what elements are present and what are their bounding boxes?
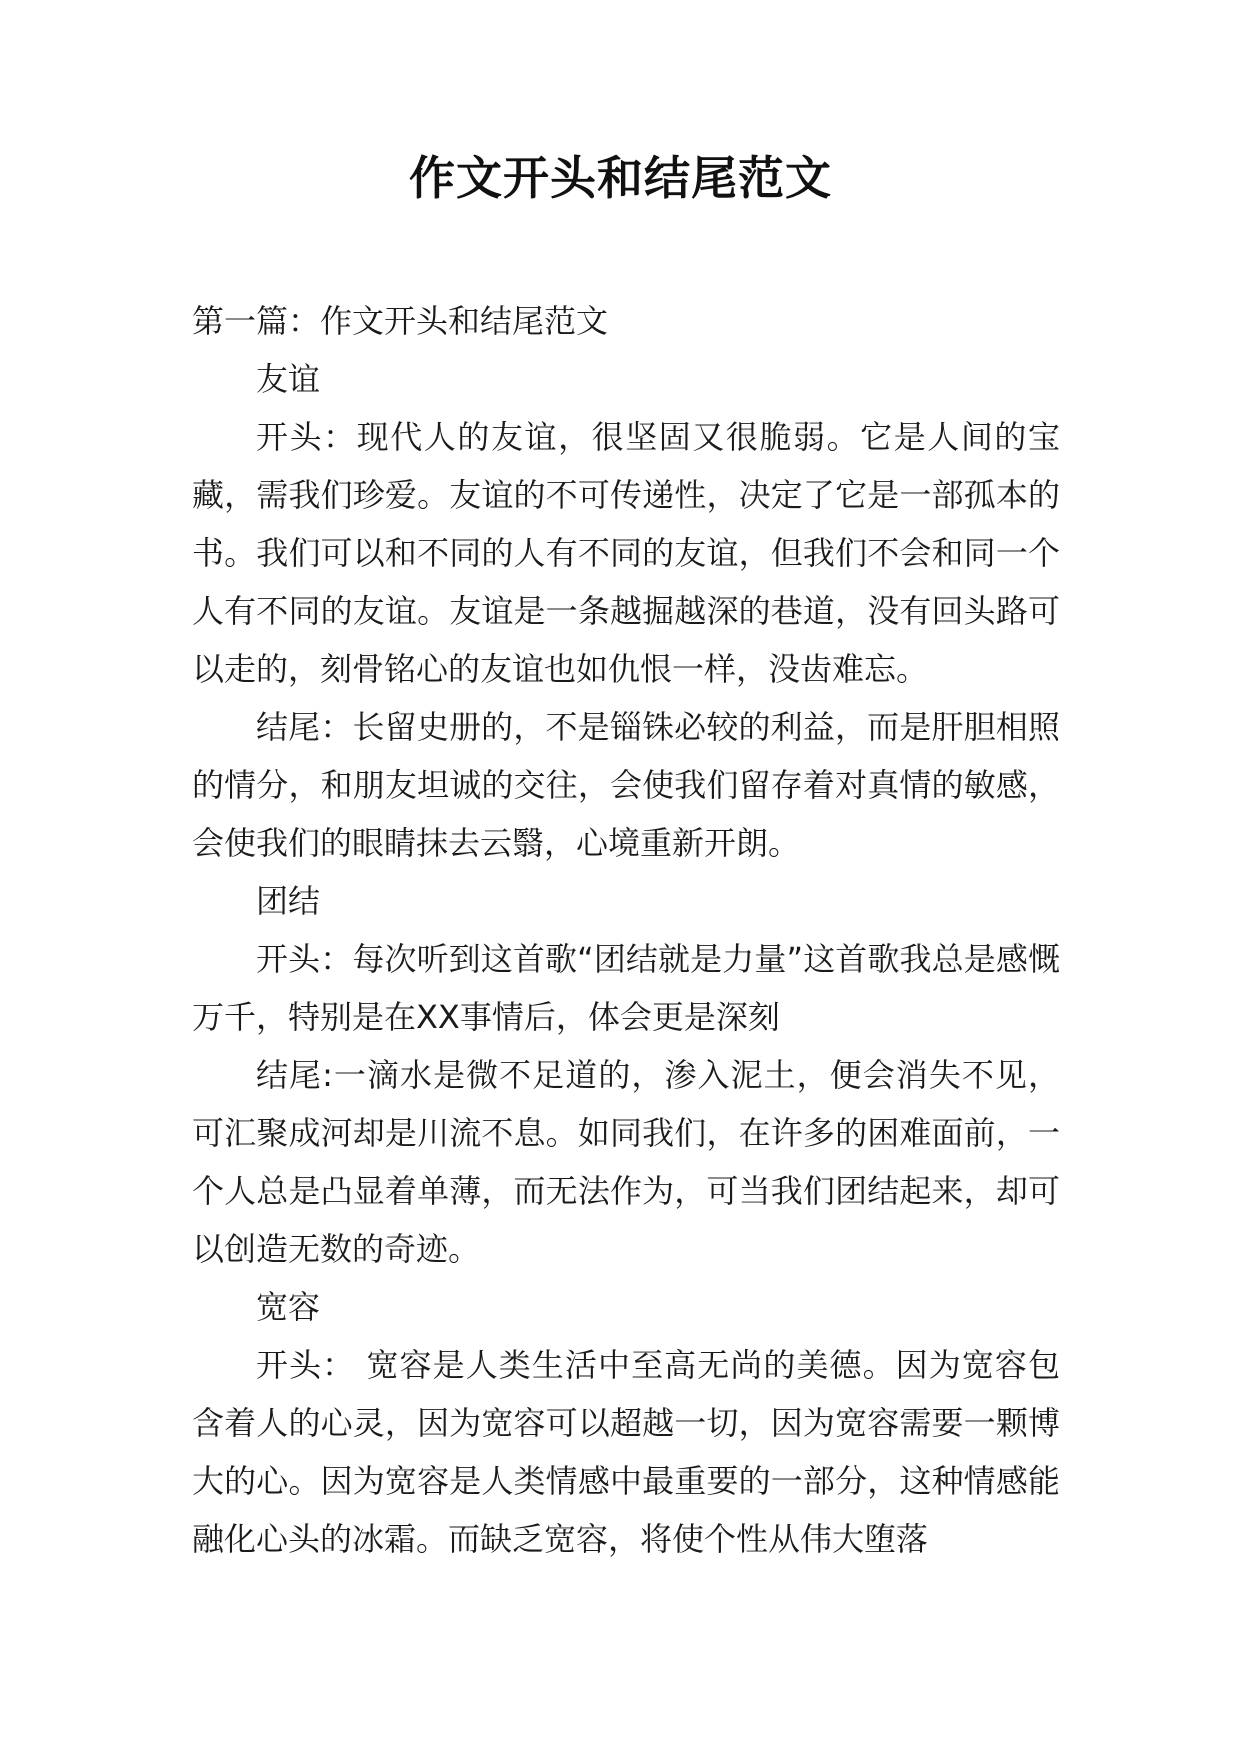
document-body — [192, 292, 1060, 1568]
unity-opening-paragraph: 开头：每次听到这首歌“团结就是力量”这首歌我总是感慨万千，特别是在XX事情后，体会更是深刻 — [192, 940, 1060, 1036]
topic-heading-friendship: 友谊 — [256, 360, 321, 398]
friendship-ending-paragraph: 结尾：长留史册的，不是锱铢必较的利益，而是肝胆相照的情分，和朋友坦诚的交往，会使我们留存着对真情的敏感，会使我们的眼睛抹去云翳，心境重新开朗。 — [192, 708, 1060, 862]
document-title: 作文开头和结尾范文 — [409, 151, 832, 205]
friendship-opening-paragraph: 开头：现代人的友谊，很坚固又很脆弱。它是人间的宝藏，需我们珍爱。友谊的不可传递性，决定了它是一部孤本的书。我们可以和不同的人有不同的友谊，但我们不会和同一个人有不同的友谊。友谊是一条越掘越深的巷道，没有回头路可以走的，刻骨铭心的友谊也如仇恨一样，没齿难忘。 — [192, 418, 1060, 688]
topic-heading-tolerance: 宽容 — [256, 1288, 321, 1326]
tolerance-opening-paragraph: 开头： 宽容是人类生活中至高无尚的美德。因为宽容包含着人的心灵，因为宽容可以超越一切，因为宽容需要一颗博大的心。因为宽容是人类情感中最重要的一部分，这种情感能融化心头的冰霜。而缺乏宽容，将使个性从伟大堕落 — [192, 1346, 1060, 1558]
topic-heading-unity: 团结 — [256, 882, 321, 920]
section-heading: 第一篇：作文开头和结尾范文 — [192, 302, 609, 340]
unity-ending-paragraph: 结尾:一滴水是微不足道的，渗入泥土，便会消失不见，可汇聚成河却是川流不息。如同我们，在许多的困难面前，一个人总是凸显着单薄，而无法作为，可当我们团结起来，却可以创造无数的奇迹。 — [192, 1056, 1060, 1268]
